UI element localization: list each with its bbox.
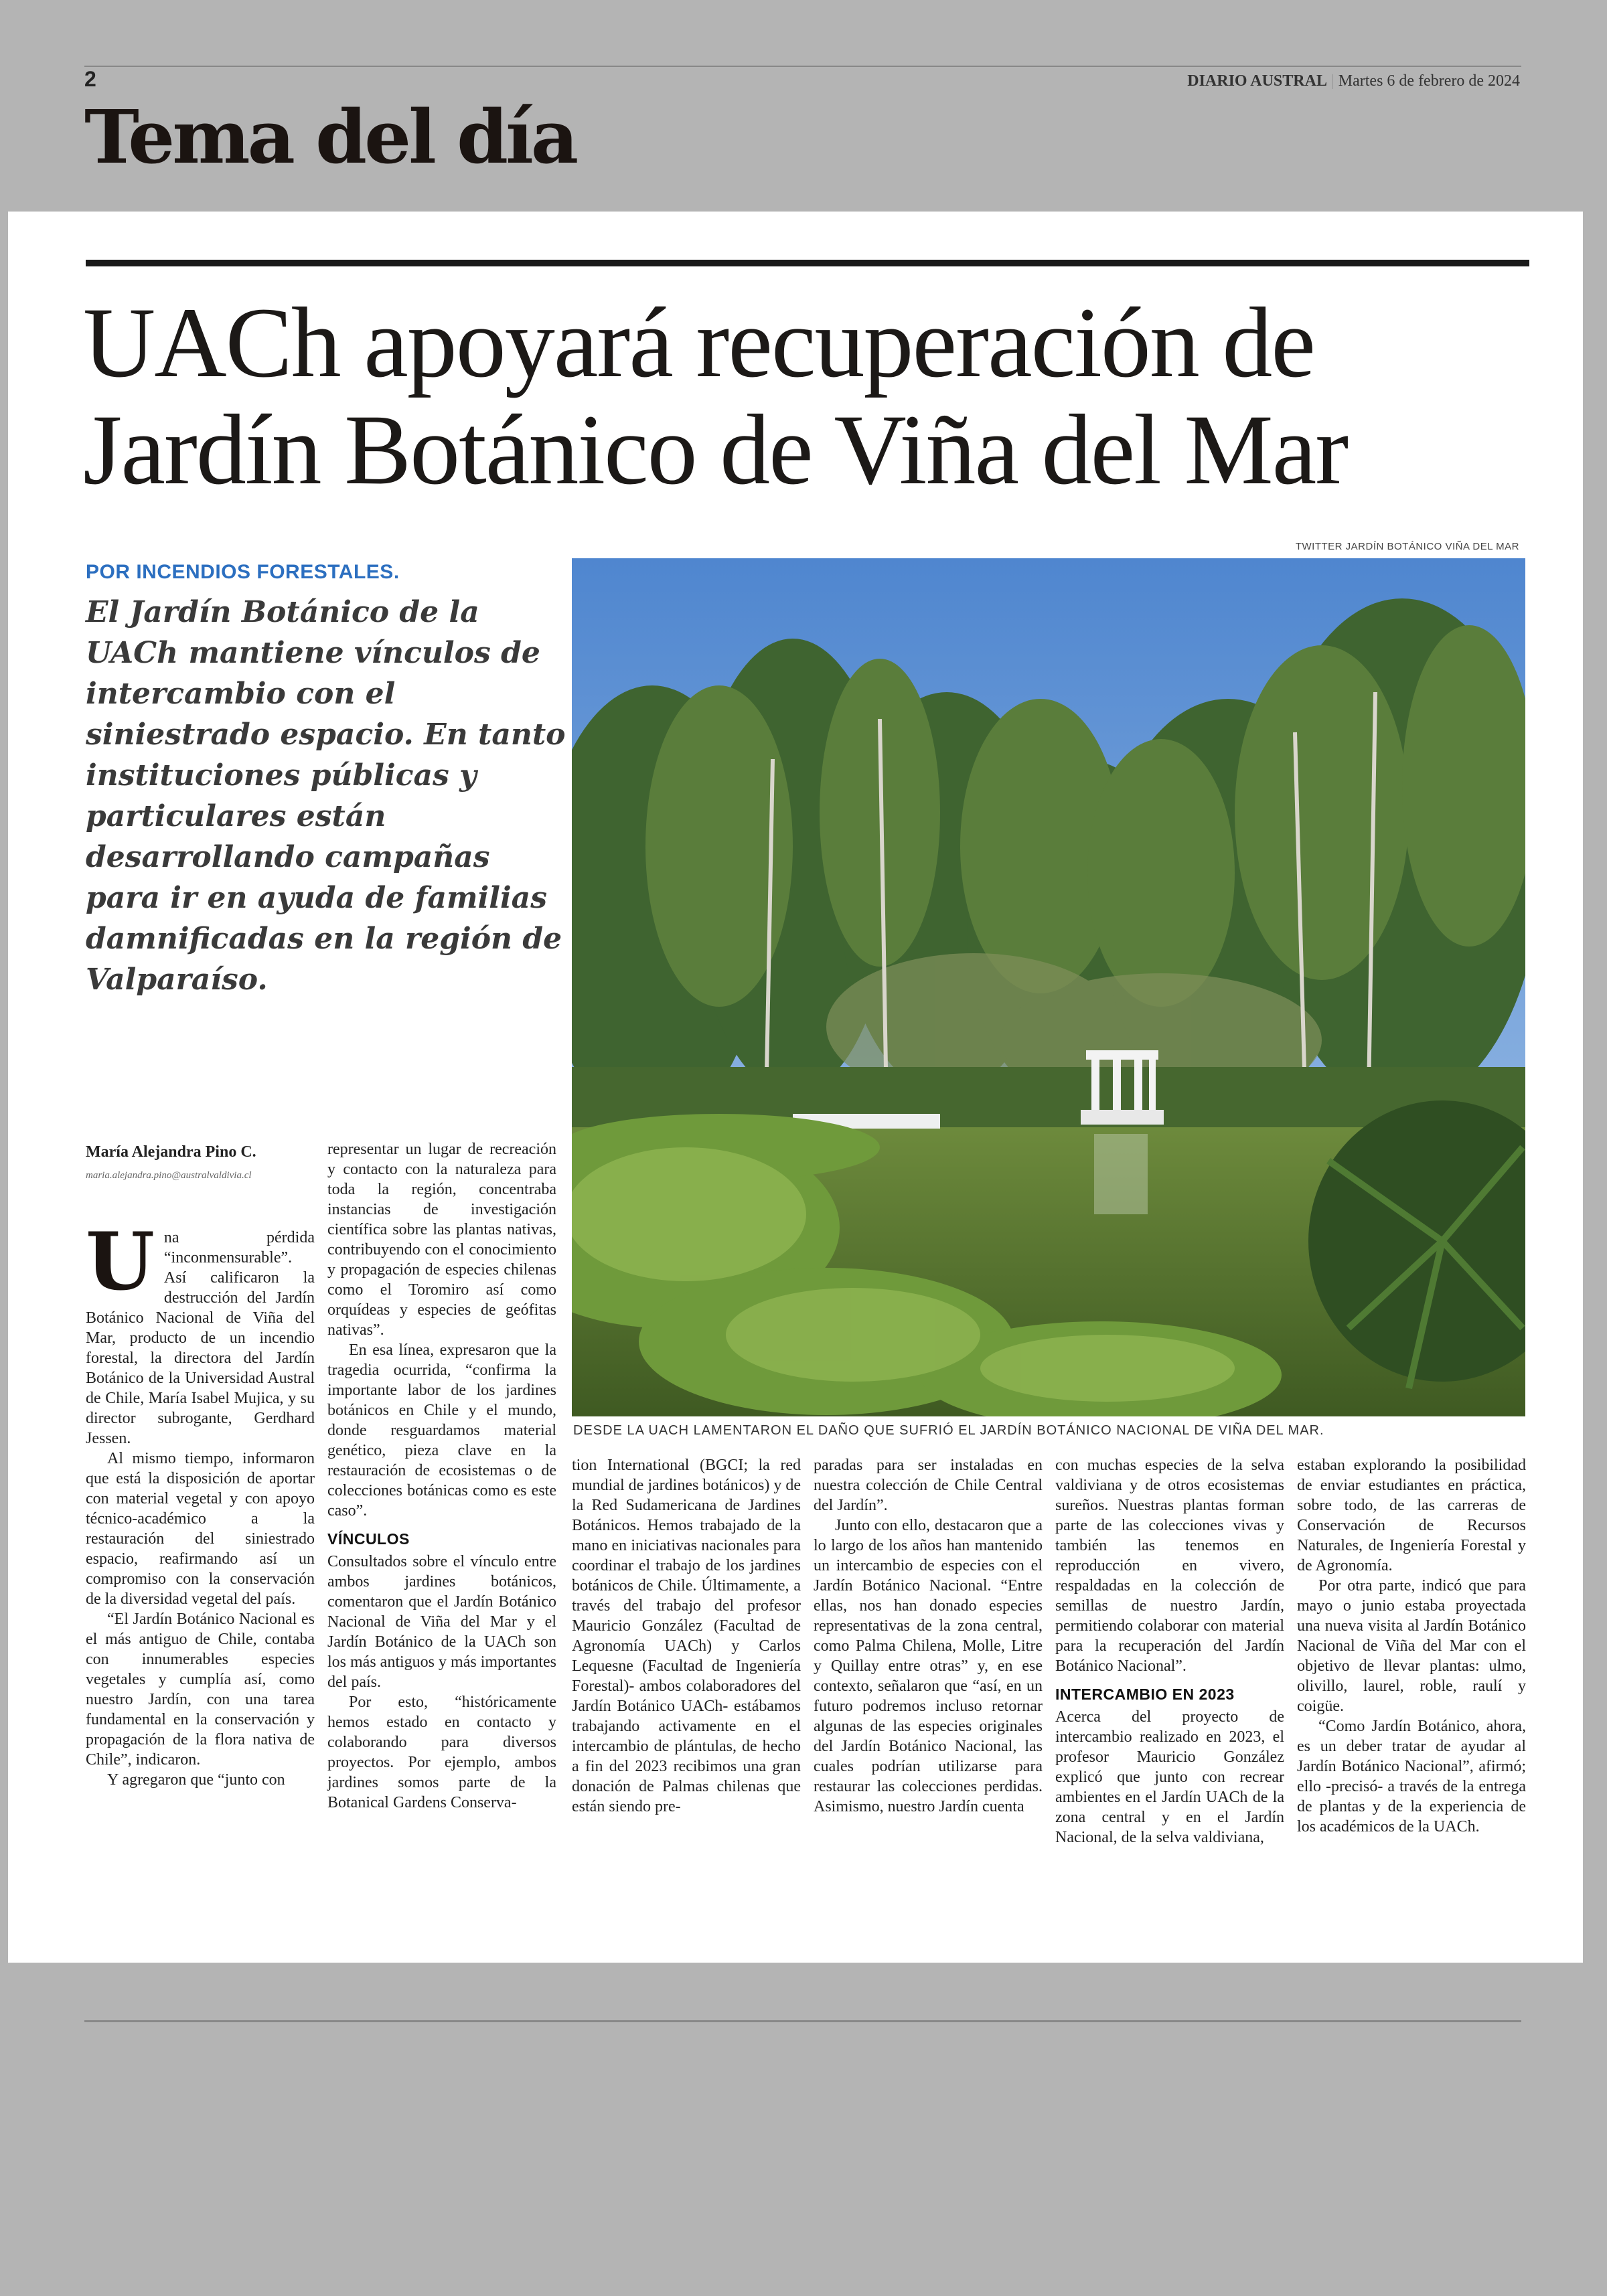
section-title: Tema del día bbox=[84, 94, 577, 180]
paper-name: DIARIO AUSTRAL bbox=[1187, 72, 1327, 90]
author-name: María Alejandra Pino C. bbox=[86, 1143, 256, 1161]
garden-pond-image bbox=[572, 558, 1525, 1416]
footer-rule bbox=[84, 2020, 1521, 2022]
photo-credit: TWITTER JARDÍN BOTÁNICO VIÑA DEL MAR bbox=[1295, 541, 1519, 552]
text-column-2 bbox=[327, 1139, 556, 1813]
article-lede: El Jardín Botánico de la UACh mantiene vínculos de intercambio con el siniestrado espacio. En tanto instituciones públicas y particulares están desarrollando campañas para ir en ayuda de familias damnificadas en la región de Valparaíso. bbox=[86, 595, 566, 997]
photo-caption: DESDE LA UACH LAMENTARON EL DAÑO QUE SUFRIÓ EL JARDÍN BOTÁNICO NACIONAL DE VIÑA DEL MAR. bbox=[573, 1423, 1324, 1438]
article-kicker: POR INCENDIOS FORESTALES. bbox=[86, 561, 400, 583]
paragraph: “Como Jardín Botánico, ahora, es un deber tratar de ayudar al Jardín Botánico Nacional”, afirmó; ello -precisó- a través de la entrega de plantas y de la experiencia de los académicos de la UACh. bbox=[1297, 1718, 1526, 1835]
paragraph: Por esto, “históricamente hemos estado en contacto y colaborando para diversos proyectos. Por ejemplo, ambos jardines somos parte de la Botanical Gardens Conserva- bbox=[327, 1694, 556, 1811]
paragraph: na pérdida “inconmensurable”. Así calificaron la destrucción del Jardín Botánico Nacional de Viña del Mar, producto de un incendio forestal, la directora del Jardín Botánico de la Universidad Austral de Chile, María Isabel Mujica, y su director subrogante, Gerdhard Jessen. bbox=[86, 1229, 315, 1447]
article-sheet bbox=[8, 212, 1583, 1963]
author-email: maria.alejandra.pino@australvaldivia.cl bbox=[86, 1170, 252, 1181]
paragraph: Y agregaron que “junto con bbox=[107, 1771, 285, 1789]
header-top-rule bbox=[84, 66, 1521, 67]
subhead-vinculos: VÍNCULOS bbox=[327, 1530, 410, 1548]
paragraph: con muchas especies de la selva valdiviana y de otros ecosistemas sureños. Nuestras plantas forman parte de las colecciones vivas y también las tenemos en reproducción en vivero, respaldadas en la colección de semillas de nuestro Jardín, permitiendo colaborar con material para la recuperación del Jardín Botánico Nacional”. bbox=[1055, 1457, 1284, 1675]
paragraph: representar un lugar de recreación y contacto con la naturaleza para toda la región, concentraba instancias de investigación científica sobre las plantas nativas, contribuyendo con el conocimiento y propagación de especies chilenas como el Toromiro así como orquídeas y especies de geófitas nativas”. bbox=[327, 1141, 556, 1339]
text-column-5 bbox=[1055, 1455, 1284, 1848]
paragraph: Junto con ello, destacaron que a lo largo de los años han mantenido un intercambio de especies con el Jardín Botánico Nacional. “Entre ellas, nos han donado especies representativas de la zona central, como Palma Chilena, Molle, Litre y Quillay entre otras” y, en ese contexto, señalaron que “así, en un futuro podremos incluso retornar algunas de las especies originales del Jardín Botánico Nacional, las cuales podrían utilizarse para restaurar las colecciones perdidas. Asimismo, nuestro Jardín cuenta bbox=[814, 1517, 1043, 1815]
paragraph: Por otra parte, indicó que para mayo o junio estaba proyectada una nueva visita al Jardín Botánico Nacional de Viña del Mar con el objetivo de llevar plantas: ulmo, olivillo, laurel, roble, raulí y coigüe. bbox=[1297, 1577, 1526, 1715]
headline-top-bar bbox=[86, 260, 1529, 266]
paragraph: Consultados sobre el vínculo entre ambos jardines botánicos, comentaron que el Jardín Botánico Nacional de Viña del Mar y el Jardín Botánico de la UACh son los más antiguos y más importantes del país. bbox=[327, 1553, 556, 1691]
article-photo bbox=[572, 558, 1525, 1416]
text-column-6 bbox=[1297, 1455, 1526, 1837]
article-headline: UACh apoyará recuperación de Jardín Botánico de Viña del Mar bbox=[83, 287, 1348, 505]
page-number: 2 bbox=[84, 67, 96, 91]
text-column-4 bbox=[814, 1455, 1043, 1817]
masthead: DIARIO AUSTRAL | Martes 6 de febrero de 2024 bbox=[1187, 72, 1520, 90]
paragraph: tion International (BGCI; la red mundial de jardines botánicos) y de la Red Sudamericana de Jardines Botánicos. Hemos trabajado de la mano en iniciativas nacionales para coordinar el trabajo de los jardines botánicos de Chile. Últimamente, a través del trabajo del profesor Mauricio González (Facultad de Agronomía UACh) y Carlos Lequesne (Facultad de Ingeniería Forestal)- ambos colaboradores del Jardín Botánico UACh- estábamos trabajando activamente en el intercambio de plántulas, de hecho a fin del 2023 recibimos una gran donación de Palmas chilenas que están siendo pre- bbox=[572, 1457, 801, 1815]
paragraph: En esa línea, expresaron que la tragedia ocurrida, “confirma la importante labor de los jardines botánicos en Chile y el mundo, donde resguardamos material genético, pieza clave en la restauración de ecosistemas o de colecciones botánicas como es este caso”. bbox=[327, 1341, 556, 1520]
issue-date: Martes 6 de febrero de 2024 bbox=[1338, 72, 1520, 90]
paragraph: “El Jardín Botánico Nacional es el más antiguo de Chile, contaba con innumerables especies vegetales y cumplía así, como nuestro Jardín, con una tarea fundamental en la conservación y propagación de la flora nativa de Chile”, indicaron. bbox=[86, 1611, 315, 1769]
paragraph: paradas para ser instaladas en nuestra colección de Chile Central del Jardín”. bbox=[814, 1457, 1043, 1514]
paragraph: Acerca del proyecto de intercambio realizado en 2023, el profesor Mauricio González explicó que junto con recrear ambientes en el Jardín UACh de la zona central y en el Jardín Nacional, de la selva valdiviana, bbox=[1055, 1708, 1284, 1846]
paragraph: estaban explorando la posibilidad de enviar estudiantes en práctica, sobre todo, de las carreras de Conservación de Recursos Naturales, de Ingeniería Forestal y de Agronomía. bbox=[1297, 1457, 1526, 1574]
text-column-1 bbox=[86, 1215, 315, 1790]
drop-cap: U bbox=[86, 1215, 155, 1308]
paragraph: Al mismo tiempo, informaron que está la disposición de aportar con material vegetal y con apoyo técnico-académico a la restauración del siniestrado espacio, reafirmando así un compromiso con la conservación de la diversidad vegetal del país. bbox=[86, 1450, 315, 1608]
subhead-intercambio: INTERCAMBIO EN 2023 bbox=[1055, 1686, 1235, 1703]
text-column-3 bbox=[572, 1455, 801, 1817]
